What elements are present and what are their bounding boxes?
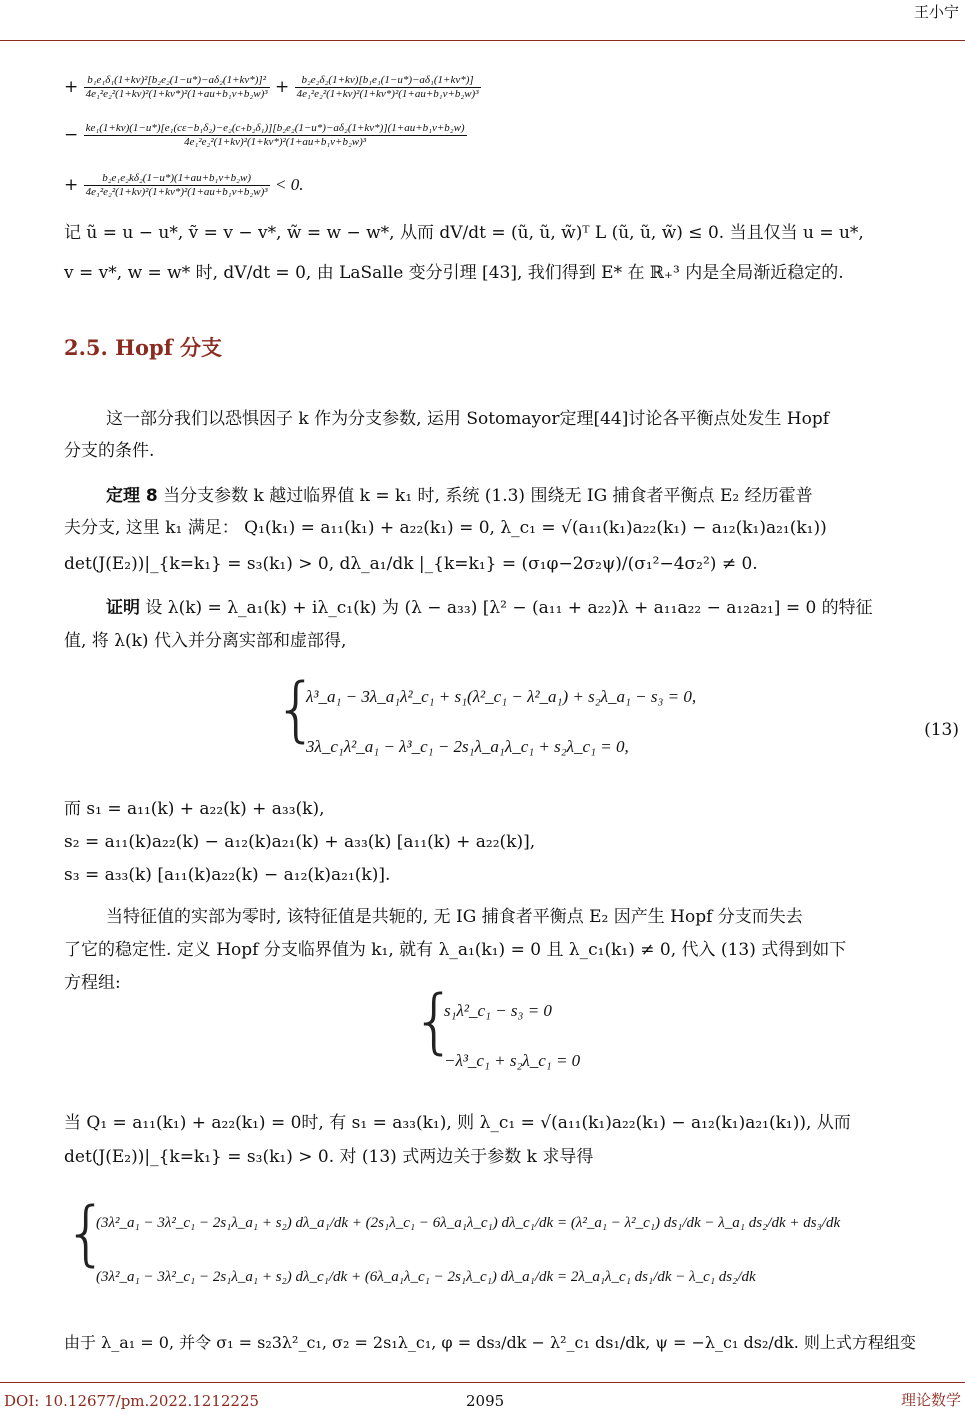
s-def-1: 而 s₁ = a₁₁(k) + a₂₂(k) + a₃₃(k),	[64, 799, 325, 819]
para3-line-2: det(J(E₂))|_{k=k₁} = s₃(k₁) > 0. 对 (13) 式两边关于参数 k 求导得	[64, 1147, 594, 1167]
term4-numerator: b₂e₁e₂kδ₂(1−u*)(1+au+b₁v+b₂w)	[84, 172, 270, 186]
last-line: 由于 λ_a₁ = 0, 并令 σ₁ = s₂3λ²_c₁, σ₂ = 2s₁λ_c₁, φ = ds₃/dk − λ²_c₁ ds₁/dk, ψ = −λ_c₁ ds₂/dk. 则上式方程组变	[64, 1333, 916, 1352]
para3-line-1: 当 Q₁ = a₁₁(k₁) + a₂₂(k₁) = 0时, 有 s₁ = a₃₃(k₁), 则 λ_c₁ = √(a₁₁(k₁)a₂₂(k₁) − a₁₂(k₁)a₂₁(k₁)), 从而	[64, 1113, 851, 1133]
eq13-row-2: 3λ_c₁λ²_a₁ − λ³_c₁ − 2s₁λ_a₁λ_c₁ + s₂λ_c₁ = 0,	[306, 737, 629, 756]
header-rule	[0, 40, 965, 41]
fraction-term-2	[295, 74, 481, 101]
fraction-term-4	[84, 172, 270, 199]
theorem-line-3: det(J(E₂))|_{k=k₁} = s₃(k₁) > 0, dλ_a₁/dk |_{k=k₁} = (σ₁φ−2σ₂ψ)/(σ₁²−4σ₂²) ≠ 0.	[64, 554, 758, 574]
expression-line-1: + $\frac{\text{b₁e₁δ₁(1+kv)²[b₂e₂(1−u*)−aδ₂(1+kv*)]²}}{\text{4e₁²e₂²(1+kv)²(1+kv*)²(1+au+b₁v+b₂w)³}}$ + $\frac{\text{b₂e₂δ₂(1+kv)[b₁e₁(1−u*)−aδ₁(1+kv*)]}}{\text{4e₁²e₂²(1+kv)²(1+kv*)²(1+au+b₁v+b₂w)³}}$	[64, 74, 479, 100]
footer-journal: 理论数学	[900, 1391, 961, 1409]
term4-denominator: 4e₁²e₂²(1+kv)²(1+kv*)²(1+au+b₁v+b₂w)³	[85, 186, 268, 198]
lyapunov-line-a: 记 ũ = u − u*, ṽ = v − v*, w̃ = w − w*, 从而 dV/dt = (ũ, ũ, w̃)ᵀ L (ũ, ũ, w̃) ≤ 0. 当且仅当 u = u*,	[64, 223, 864, 243]
eqderiv-row-2: (3λ²_a₁ − 3λ²_c₁ − 2s₁λ_a₁ + s₂) dλ_c₁/dk + (6λ_a₁λ_c₁ − 2s₁λ_c₁) dλ_a₁/dk = 2λ_a₁λ_c₁ ds₁/dk − λ_c₁ ds₂/dk	[96, 1269, 756, 1285]
fraction-term-3	[84, 122, 467, 149]
footer-doi[interactable]: DOI: 10.12677/pm.2022.1212225	[4, 1392, 260, 1410]
eq13-row-1: λ³_a₁ − 3λ_a₁λ²_c₁ + s₁(λ²_c₁ − λ²_a₁) + s₂λ_a₁ − s₃ = 0,	[306, 687, 697, 706]
eq13-brace: {	[274, 668, 319, 750]
eqderiv-row-1: (3λ²_a₁ − 3λ²_c₁ − 2s₁λ_a₁ + s₂) dλ_a₁/dk + (2s₁λ_c₁ − 6λ_a₁λ_c₁) dλ_c₁/dk = (λ²_a₁ − λ²_c₁) ds₁/dk − λ_a₁ ds₂/dk + ds₃/dk	[96, 1215, 841, 1231]
term2-numerator: b₂e₂δ₂(1+kv)[b₁e₁(1−u*)−aδ₁(1+kv*)]	[295, 74, 481, 88]
theorem-line-2: 夫分支, 这里 k₁ 满足： Q₁(k₁) = a₁₁(k₁) + a₂₂(k₁) = 0, λ_c₁ = √(a₁₁(k₁)a₂₂(k₁) − a₁₂(k₁)a₂₁(k₁))	[64, 518, 827, 538]
expression-line-2: − ke₁(1+kv)(1−u*)[e₁(cε−b₁δ₂)−e₂(c₊b₂δ₁)][b₂e₂(1−u*)−aδ₂(1+kv*)](1+au+b₁v+b₂w) 4e₁²e₂²(1+kv)²(1+kv*)²(1+au+b₁v+b₂w)³	[64, 122, 465, 148]
eq13-number: (13)	[924, 720, 959, 740]
expression-line-3: + $\frac{\text{b₂e₁e₂kδ₂(1−u*)(1+au+b₁v+b₂w)}}{\text{4e₁²e₂²(1+kv)²(1+kv*)²(1+au+b₁v+b₂w)³}}$ < 0.	[64, 172, 304, 198]
theorem-text-1: 当分支参数 k 越过临界值 k = k₁ 时, 系统 (1.3) 围绕无 IG 捕食者平衡点 E₂ 经历霍普	[163, 486, 813, 506]
proof-line-1	[106, 597, 873, 619]
para2-line-2: 了它的稳定性. 定义 Hopf 分支临界值为 k₁, 就有 λ_a₁(k₁) = 0 且 λ_c₁(k₁) ≠ 0, 代入 (13) 式得到如下	[64, 940, 847, 960]
s-def-3: s₃ = a₃₃(k) [a₁₁(k)a₂₂(k) − a₁₂(k)a₂₁(k)].	[64, 865, 391, 885]
header-author: 王小宁	[913, 3, 959, 21]
theorem-label: 定理 8	[106, 486, 158, 506]
footer-rule	[0, 1382, 965, 1383]
section-title: 2.5. Hopf 分支	[64, 335, 223, 360]
fraction-term-1	[84, 74, 270, 101]
term1-denominator: 4e₁²e₂²(1+kv)²(1+kv*)²(1+au+b₁v+b₂w)³	[85, 88, 268, 100]
proof-line-2: 值, 将 λ(k) 代入并分离实部和虚部得,	[64, 631, 347, 651]
eqderiv-brace: {	[64, 1192, 109, 1274]
proof-label: 证明	[106, 598, 140, 618]
term3-denominator: 4e₁²e₂²(1+kv)²(1+kv*)²(1+au+b₁v+b₂w)³	[184, 136, 367, 148]
para2-line-3: 方程组:	[64, 973, 121, 993]
eqsys-row-2: −λ³_c₁ + s₂λ_c₁ = 0	[444, 1051, 581, 1070]
theorem-line-1	[106, 485, 813, 507]
lyapunov-line-b: v = v*, w = w* 时, dV/dt = 0, 由 LaSalle 变分引理 [43], 我们得到 E* 在 ℝ₊³ 内是全局渐近稳定的.	[64, 263, 844, 283]
para2-line-1: 当特征值的实部为零时, 该特征值是共轭的, 无 IG 捕食者平衡点 E₂ 因产生 Hopf 分支而失去	[106, 907, 803, 927]
para1-line-2: 分支的条件.	[64, 441, 155, 461]
term3-numerator: ke₁(1+kv)(1−u*)[e₁(cε−b₁δ₂)−e₂(c₊b₂δ₁)][b₂e₂(1−u*)−aδ₂(1+kv*)](1+au+b₁v+b₂w)	[85, 122, 465, 134]
footer-page-number: 2095	[466, 1392, 505, 1410]
s-def-2: s₂ = a₁₁(k)a₂₂(k) − a₁₂(k)a₂₁(k) + a₃₃(k) [a₁₁(k) + a₂₂(k)],	[64, 832, 536, 852]
para1-line-1: 这一部分我们以恐惧因子 k 作为分支参数, 运用 Sotomayor定理[44]讨论各平衡点处发生 Hopf	[106, 409, 830, 429]
proof-text-1: 设 λ(k) = λ_a₁(k) + iλ_c₁(k) 为 (λ − a₃₃) [λ² − (a₁₁ + a₂₂)λ + a₁₁a₂₂ − a₁₂a₂₁] = 0 的特征	[145, 598, 873, 618]
term1-numerator: b₁e₁δ₁(1+kv)²[b₂e₂(1−u*)−aδ₂(1+kv*)]²	[84, 74, 270, 88]
eqsys-row-1: s₁λ²_c₁ − s₃ = 0	[444, 1001, 552, 1020]
term4-tail: < 0.	[274, 175, 304, 194]
eqsys-brace: {	[412, 980, 457, 1062]
term2-denominator: 4e₁²e₂²(1+kv)²(1+kv*)²(1+au+b₁v+b₂w)³	[296, 88, 479, 100]
